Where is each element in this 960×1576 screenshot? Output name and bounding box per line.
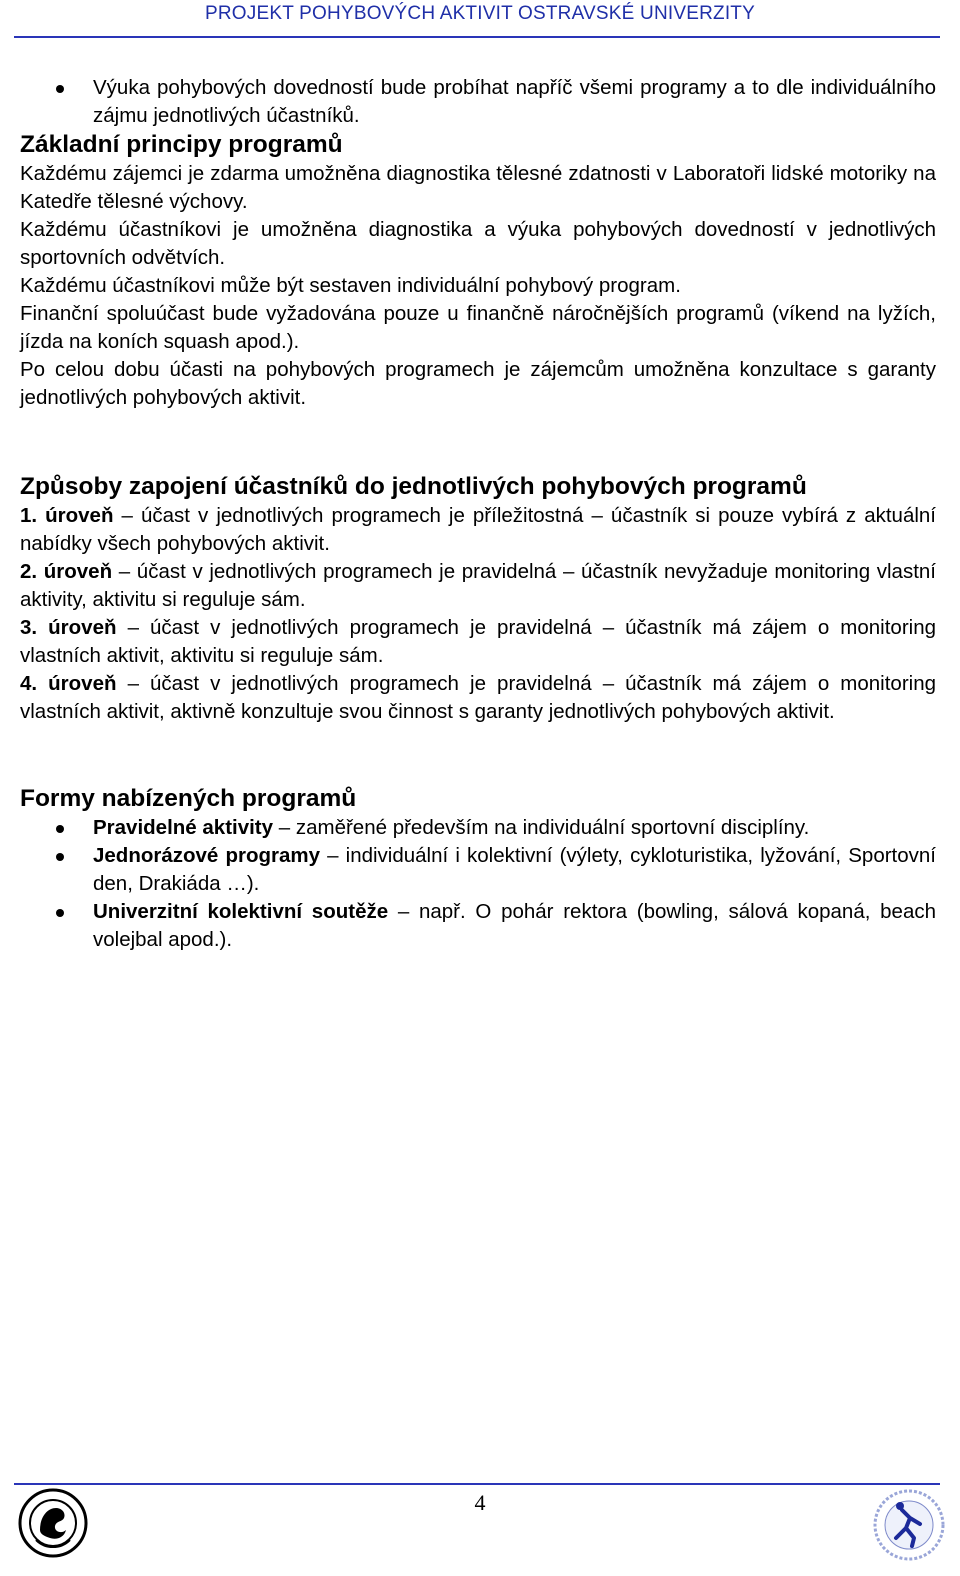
section-heading-participation: Způsoby zapojení účastníků do jednotlivých pohybových programů — [20, 473, 807, 500]
level-label: 2. úroveň — [20, 560, 113, 583]
bullet-icon — [56, 909, 64, 917]
intro-list — [20, 74, 936, 130]
document-body — [20, 74, 936, 954]
section-heading-principles: Základní principy programů — [20, 131, 343, 158]
level-paragraph: 3. úroveň – účast v jednotlivých programech je pravidelná – účastník má zájem o monitoring vlastních aktivit, aktivitu si reguluje sám. — [20, 616, 937, 667]
page-number: 4 — [474, 1490, 486, 1515]
level-paragraph: 2. úroveň – účast v jednotlivých programech je pravidelná – účastník nevyžaduje monitoring vlastní aktivity, aktivitu si reguluje sám. — [20, 560, 936, 611]
list-item: Výuka pohybových dovedností bude probíhat napříč všemi programy a to dle individuálního zájmu jednotlivých účastníků. — [20, 74, 936, 130]
level-paragraph: 1. úroveň – účast v jednotlivých programech je příležitostná – účastník si pouze vybírá z aktuální nabídky všech pohybových aktivit. — [20, 504, 937, 555]
bullet-icon — [56, 85, 64, 93]
header-divider — [14, 36, 940, 38]
university-seal-icon — [18, 1488, 88, 1558]
paragraph: Po celou dobu účasti na pohybových programech je zájemcům umožněna konzultace s garanty jednotlivých pohybových aktivit. — [20, 358, 936, 409]
level-label: 3. úroveň — [20, 616, 117, 639]
paragraph: Každému účastníkovi může být sestaven individuální pohybový program. — [20, 274, 681, 297]
level-paragraph: 4. úroveň – účast v jednotlivých programech je pravidelná – účastník má zájem o monitoring vlastních aktivit, aktivně konzultuje svou činnost s garanty jednotlivých pohybových aktivit. — [20, 672, 937, 723]
header-title: PROJEKT POHYBOVÝCH AKTIVIT OSTRAVSKÉ UNIVERZITY — [205, 3, 755, 24]
section-heading-forms: Formy nabízených programů — [20, 785, 357, 812]
list-item: Jednorázové programy – individuální i kolektivní (výlety, cykloturistika, lyžování, Sportovní den, Drakiáda …). — [20, 842, 936, 898]
list-item: Univerzitní kolektivní soutěže – např. O pohár rektora (bowling, sálová kopaná, beach volejbal apod.). — [20, 898, 936, 954]
bullet-icon — [56, 853, 64, 861]
forms-list — [20, 814, 936, 954]
paragraph: Každému zájemci je zdarma umožněna diagnostika tělesné zdatnosti v Laboratoři lidské motoriky na Katedře tělesné výchovy. — [20, 162, 936, 213]
list-item: Pravidelné aktivity – zaměřené především na individuální sportovní disciplíny. — [20, 814, 936, 842]
paragraph: Každému účastníkovi je umožněna diagnostika a výuka pohybových dovedností v jednotlivých sportovních odvětvích. — [20, 218, 936, 269]
page-header — [0, 0, 960, 40]
bullet-icon — [56, 825, 64, 833]
sport-emblem-icon — [872, 1488, 946, 1562]
level-label: 1. úroveň — [20, 504, 114, 527]
footer-divider — [14, 1483, 940, 1485]
paragraph: Finanční spoluúčast bude vyžadována pouze u finančně náročnějších programů (víkend na lyžích, jízda na koních squash apod.). — [20, 302, 936, 353]
level-label: 4. úroveň — [20, 672, 117, 695]
